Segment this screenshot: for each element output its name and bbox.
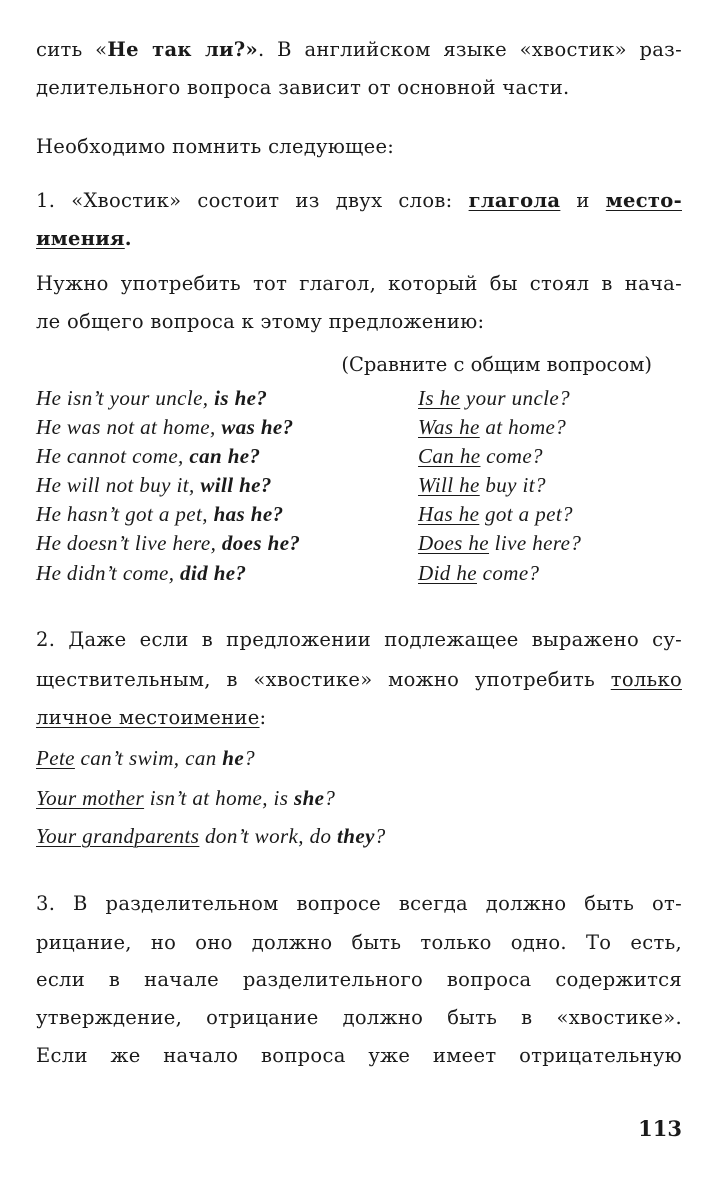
rule2-example	[36, 786, 335, 811]
example-rest: don’t work, do	[199, 824, 338, 848]
intro-line-1	[36, 38, 682, 61]
example-right	[418, 415, 566, 440]
rule1-line-1	[36, 189, 682, 212]
example-right	[418, 531, 581, 556]
example-verb-subject: Can he	[418, 444, 481, 468]
example-verb-subject: Is he	[418, 386, 461, 410]
rule1-line-2	[36, 227, 682, 250]
example-left	[36, 531, 300, 556]
example-statement: He was not at home,	[36, 415, 222, 439]
example-right	[418, 502, 573, 527]
intro-text: сить «	[36, 38, 108, 61]
rule1-pronoun: имения	[36, 227, 125, 250]
rule1-text: 1. «Хвостик» состоит из двух слов:	[36, 189, 469, 212]
example-pronoun: she	[294, 786, 325, 810]
rule2-example	[36, 746, 255, 771]
rule1-verb: глагола	[468, 189, 561, 212]
example-rest: come?	[480, 444, 543, 468]
rule1-text: и	[560, 189, 606, 212]
example-verb-subject: Did he	[418, 561, 477, 585]
rule2-line-1: 2. Даже если в предложении подлежащее выражено су-	[36, 628, 682, 651]
example-subject: Your mother	[36, 786, 145, 810]
example-tag: will he?	[200, 473, 272, 497]
punctuation: .	[124, 227, 132, 250]
example-left	[36, 473, 272, 498]
example-verb-subject: Has he	[418, 502, 480, 526]
example-tag: can he?	[189, 444, 261, 468]
example-tag: was he?	[221, 415, 294, 439]
example-tag: did he?	[180, 561, 247, 585]
rule3-line-1: 3. В разделительном вопросе всегда должно быть от-	[36, 892, 682, 915]
rule3-line-2: рицание, но оно должно быть только одно. То есть,	[36, 931, 682, 954]
example-rest: can’t swim, can	[74, 746, 223, 770]
example-left	[36, 502, 283, 527]
example-left	[36, 415, 294, 440]
example-tag: is he?	[214, 386, 268, 410]
rule2-text: ществительным, в «хвостике» можно употребить	[36, 668, 611, 691]
example-statement: He hasn’t got a pet,	[36, 502, 214, 526]
example-verb-subject: Will he	[418, 473, 480, 497]
intro-line-2: делительного вопроса зависит от основной части.	[36, 76, 570, 99]
example-verb-subject: Was he	[418, 415, 480, 439]
rule3-line-4: утверждение, отрицание должно быть в «хвостике».	[36, 1006, 682, 1029]
punctuation: ?	[324, 786, 336, 810]
rule2-line-2	[36, 668, 682, 691]
rule3-line-3: если в начале разделительного вопроса содержится	[36, 968, 682, 991]
example-rest: live here?	[489, 531, 582, 555]
example-right	[418, 386, 570, 411]
example-rest: got a pet?	[479, 502, 573, 526]
example-pronoun: they	[337, 824, 375, 848]
example-right	[418, 473, 546, 498]
example-statement: He cannot come,	[36, 444, 190, 468]
example-subject: Pete	[36, 746, 75, 770]
punctuation: ?	[244, 746, 255, 770]
example-rest: isn’t at home, is	[144, 786, 295, 810]
example-left	[36, 444, 260, 469]
example-rest: at home?	[479, 415, 567, 439]
intro-text: . В английском языке «хвостик» раз-	[258, 38, 682, 61]
example-pronoun: he	[222, 746, 245, 770]
example-verb-subject: Does he	[418, 531, 490, 555]
example-left	[36, 386, 267, 411]
page-number: 113	[638, 1116, 682, 1141]
rule2-example	[36, 824, 386, 849]
example-tag: has he?	[213, 502, 284, 526]
punctuation: :	[259, 706, 267, 729]
remember-line: Необходимо помнить следующее:	[36, 135, 395, 158]
rule2-line-3	[36, 706, 682, 729]
rule2-underlined: только	[610, 668, 682, 691]
example-rest: buy it?	[479, 473, 546, 497]
punctuation: ?	[374, 824, 386, 848]
example-right	[418, 444, 543, 469]
example-rest: your uncle?	[460, 386, 571, 410]
example-statement: He will not buy it,	[36, 473, 201, 497]
example-statement: He didn’t come,	[36, 561, 181, 585]
rule1-expl-line-2: ле общего вопроса к этому предложению:	[36, 310, 485, 333]
example-statement: He isn’t your uncle,	[36, 386, 215, 410]
rule1-expl-line-1: Нужно употребить тот глагол, который бы стоял в нача-	[36, 272, 682, 295]
example-left	[36, 561, 246, 586]
example-tag: does he?	[221, 531, 301, 555]
rule1-pronoun: место-	[605, 189, 682, 212]
rule2-underlined: личное местоимение	[36, 706, 260, 729]
intro-bold-phrase: Не так ли?»	[107, 38, 259, 61]
example-subject: Your grandparents	[36, 824, 200, 848]
compare-note: (Сравните с общим вопросом)	[341, 353, 652, 376]
example-rest: come?	[476, 561, 540, 585]
rule3-line-5: Если же начало вопроса уже имеет отрицательную	[36, 1044, 682, 1067]
example-right	[418, 561, 539, 586]
example-statement: He doesn’t live here,	[36, 531, 222, 555]
